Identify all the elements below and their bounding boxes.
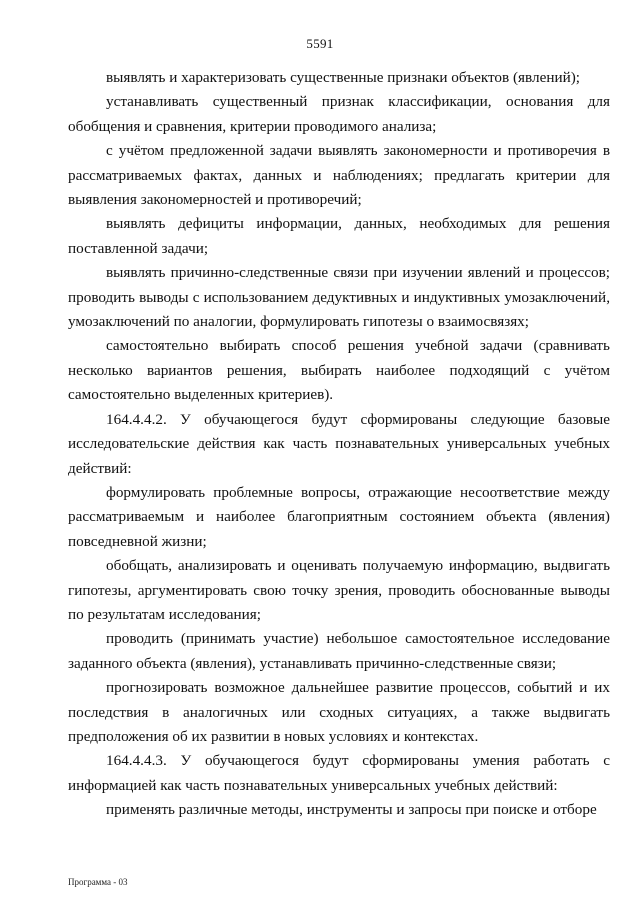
page-footer: Программа - 03	[68, 877, 128, 887]
paragraph: с учётом предложенной задачи выявлять закономерности и противоречия в рассматриваемых фактах, данных и наблюдениях; предлагать критерии для выявления закономерностей и противоречий;	[68, 142, 610, 209]
paragraph: самостоятельно выбирать способ решения учебной задачи (сравнивать несколько вариантов решения, выбирать наиболее подходящий с учётом самостоятельно выделенных критериев).	[68, 337, 610, 404]
paragraph: обобщать, анализировать и оценивать получаемую информацию, выдвигать гипотезы, аргументировать свою точку зрения, проводить обоснованные выводы по результатам исследования;	[68, 557, 610, 623]
paragraph: применять различные методы, инструменты и запросы при поиске и отборе	[106, 801, 597, 819]
paragraph: выявлять дефициты информации, данных, необходимых для решения поставленной задачи;	[68, 215, 610, 257]
page-number: 5591	[306, 36, 334, 51]
section-paragraph-164-4-4-2: 164.4.4.2. У обучающегося будут сформированы следующие базовые исследовательские действия как часть познавательных универсальных учебных действий:	[68, 410, 610, 477]
paragraph: проводить (принимать участие) небольшое самостоятельное исследование заданного объекта (явления), устанавливать причинно-следственные связи;	[68, 630, 610, 672]
section-paragraph-164-4-4-3: 164.4.4.3. У обучающегося будут сформированы умения работать с информацией как часть познавательных универсальных учебных действий:	[68, 752, 610, 794]
paragraph: выявлять и характеризовать существенные признаки объектов (явлений);	[106, 69, 580, 86]
body-text	[68, 66, 610, 823]
paragraph: формулировать проблемные вопросы, отражающие несоответствие между рассматриваемым и наиболее благоприятным состоянием объекта (явления) повседневной жизни;	[68, 483, 610, 550]
paragraph: прогнозировать возможное дальнейшее развитие процессов, событий и их последствия в аналогичных или сходных ситуациях, а также выдвигать предположения об их развитии в новых условиях и контекстах.	[68, 679, 610, 745]
paragraph: выявлять причинно-следственные связи при изучении явлений и процессов; проводить выводы с использованием дедуктивных и индуктивных умозаключений, умозаключений по аналогии, формулировать гипотезы о взаимосвязях;	[68, 264, 610, 331]
paragraph: устанавливать существенный признак классификации, основания для обобщения и сравнения, критерии проводимого анализа;	[68, 93, 610, 135]
